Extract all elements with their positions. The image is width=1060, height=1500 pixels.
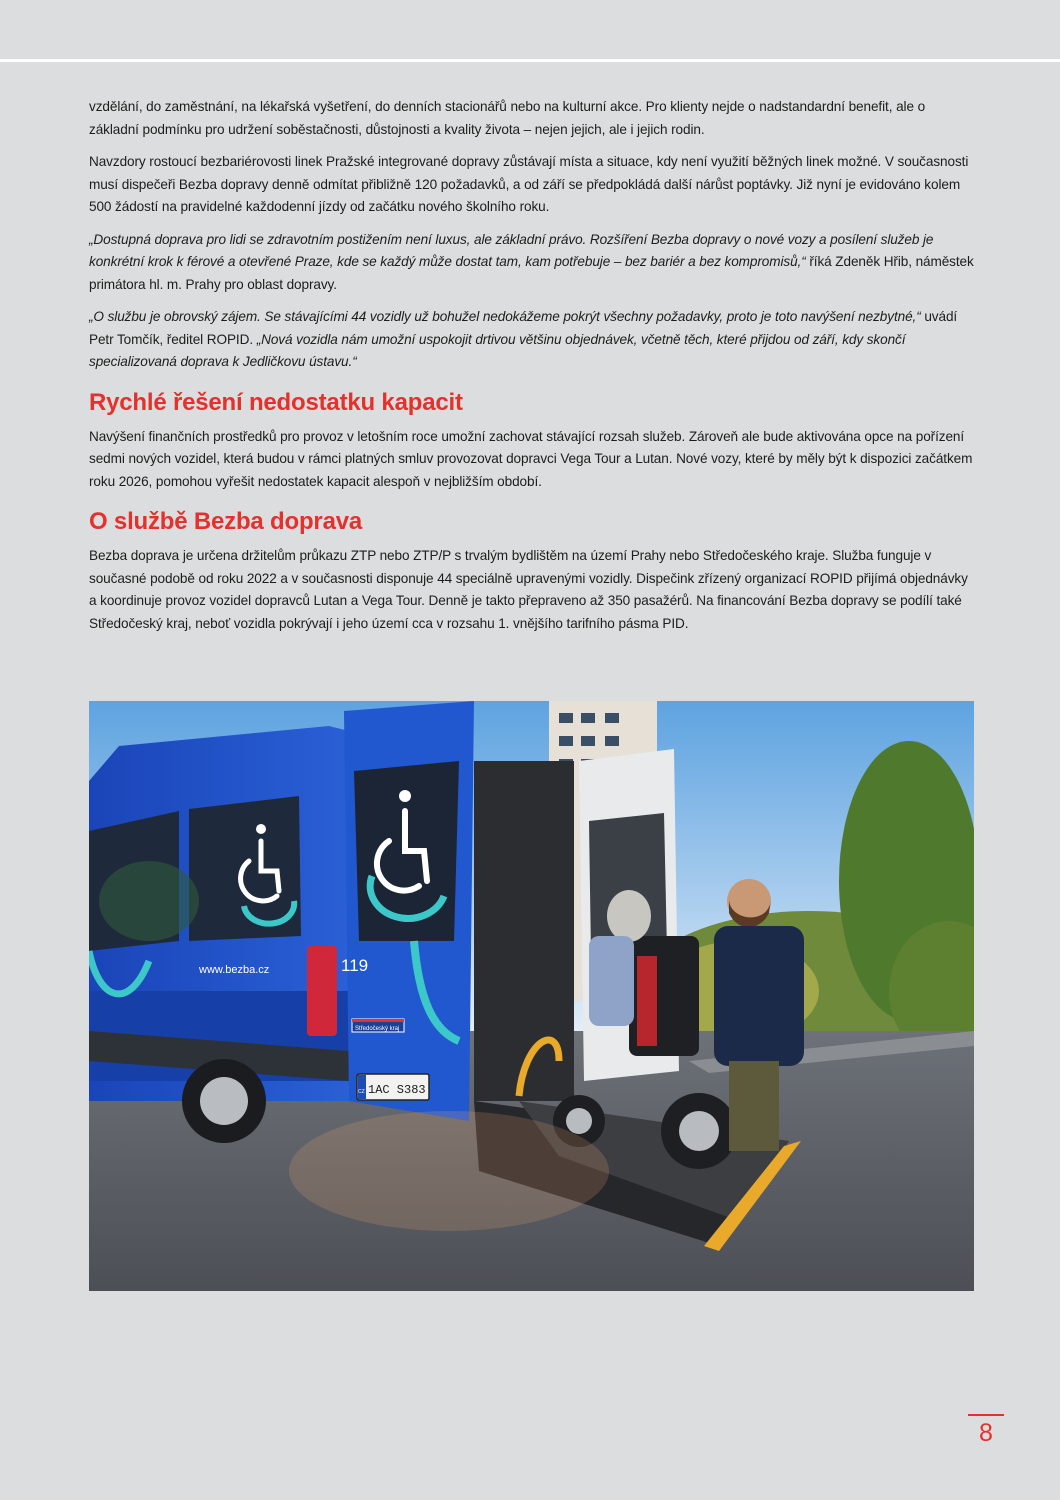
top-divider [0, 59, 1060, 62]
van-number: 119 [341, 956, 369, 975]
quote-hrib-text: „Dostupná doprava pro lidi se zdravotním postižením není luxus, ale základní právo. Rozšíření Bezba dopravy o nové vozy a posílení služeb je konkrétní krok k férové a otevřené Praze, kde se každý může dostat tam, kam potřebuje – bez bariér a bez kompromisů,“ [89, 231, 934, 269]
paragraph-demand: Navzdory rostoucí bezbariérovosti linek Pražské integrované dopravy zůstávají místa a situace, kdy není využití běžných linek možné. V současnosti musí dispečeři Bezba dopravy denně odmítat přibližně 120 požadavků, a od září se předpokládá další nárůst poptávky. Již nyní je evidováno kolem 500 žádostí na pravidelné každodenní jízdy od začátku nového školního roku. [89, 154, 969, 214]
quote-tomcik [89, 306, 975, 374]
paragraph-intro: vzdělání, do zaměstnání, na lékařská vyšetření, do denních stacionářů nebo na kulturní akce. Pro klienty nejde o nadstandardní benefit, ale o základní podmínku pro udržení soběstačnosti, důstojnosti a kvality života – nejen jejich, ale i jejich rodin. [89, 99, 926, 137]
section-heading-capacity: Rychlé řešení nedostatku kapacit [89, 388, 463, 416]
page-number: 8 [979, 1419, 993, 1447]
quote-hrib [89, 229, 975, 297]
page-number-rule [968, 1414, 1004, 1416]
section-body-capacity: Navýšení finančních prostředků pro provoz v letošním roce umožní zachovat stávající rozsah služeb. Zároveň ale bude aktivována opce na pořízení sedmi nových vozidel, která budou v rámci platných smluv provozovat dopravci Vega Tour a Lutan. Nové vozy, které by měly být k dispozici začátkem roku 2026, pomohou vyřešit nedostatek kapacit alespoň v nejbližším období. [89, 428, 973, 489]
svg-text:CZ: CZ [358, 1089, 365, 1095]
section-body-service: Bezba doprava je určena držitelům průkazu ZTP nebo ZTP/P s trvalým bydlištěm na území Prahy nebo Středočeského kraje. Služba funguje v současné podobě od roku 2022 a v současnosti disponuje 44 speciálně upravenými vozidly. Dispečink zřízený organizací ROPID přijímá objednávky a koordinuje provoz vozidel dopravců Lutan a Vega Tour. Denně je takto přepraveno až 350 pasažérů. Na financování Bezba dopravy se podílí také Středočeský kraj, neboť vozidla pokrývají i jeho území cca v rozsahu 1. vnějšího tarifního pásma PID. [89, 548, 968, 631]
quote-tomcik-attribution: uvádí Petr Tomčík, ředitel ROPID. [89, 309, 958, 347]
article-body [89, 96, 975, 645]
quote-hrib-attribution: říká Zdeněk Hřib, náměstek primátora hl. m. Prahy pro oblast dopravy. [89, 254, 974, 292]
section-heading-service: O službě Bezba doprava [89, 508, 363, 535]
svg-text:Středočeský kraj: Středočeský kraj [355, 1026, 400, 1032]
page-footer [968, 1414, 1004, 1447]
photo-van [89, 726, 349, 1143]
van-website: www.bezba.cz [199, 964, 270, 976]
photo-rear-door-left [341, 701, 474, 1121]
quote-tomcik-text-1: „O službu je obrovský zájem. Se stávajícími 44 vozidly už bohužel nedokážeme pokrýt všechny požadavky, proto je toto navýšení nezbytné,“ [89, 309, 921, 324]
quote-tomcik-text-2: „Nová vozidla nám umožní uspokojit drtivou většinu objednávek, včetně těch, které přijdou od září, kdy skončí specializovaná doprava k Jedličkovu ústavu.“ [89, 331, 906, 369]
svg-text:1AC S383: 1AC S383 [368, 1083, 426, 1097]
article-photo [89, 701, 974, 1291]
